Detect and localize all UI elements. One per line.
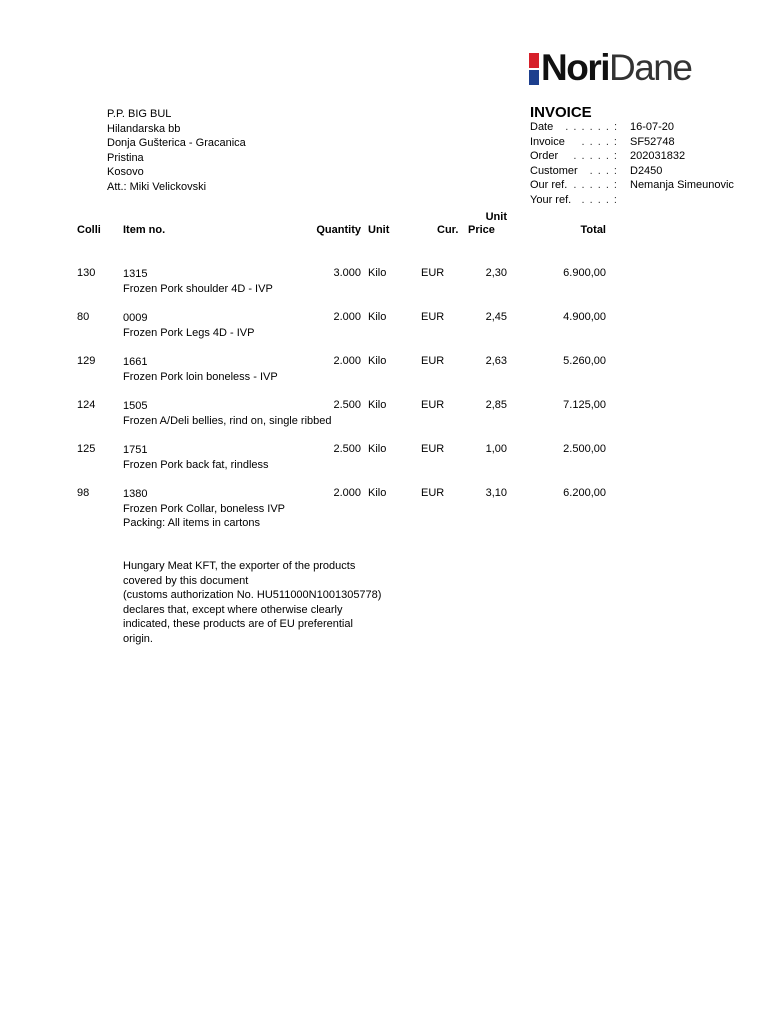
meta-label: Invoice	[530, 135, 565, 148]
cell-unit: Kilo	[368, 487, 387, 499]
cell-item-no: 1751	[123, 444, 148, 456]
cell-item-no: 1661	[123, 356, 148, 368]
declaration-line: indicated, these products are of EU preferential	[123, 618, 353, 631]
address-line: Kosovo	[107, 166, 144, 179]
meta-value-customer: D2450	[630, 164, 663, 177]
header-unit-price-top: Unit	[485, 211, 507, 223]
logo-text: NoriDane	[541, 47, 692, 88]
header-unit: Unit	[368, 224, 390, 236]
meta-value-order: 202031832	[630, 150, 686, 163]
cell-currency: EUR	[421, 267, 445, 279]
header-colli: Colli	[77, 224, 101, 236]
declaration-line: Hungary Meat KFT, the exporter of the products	[123, 560, 356, 572]
address-line: Att.: Miki Velickovski	[107, 180, 207, 193]
cell-colli: 125	[77, 443, 96, 455]
cell-description: Frozen Pork Legs 4D - IVP	[123, 327, 255, 339]
cell-colli: 124	[77, 399, 96, 411]
cell-currency: EUR	[421, 443, 445, 455]
cell-total: 4.900,00	[563, 311, 606, 323]
recipient-address	[107, 107, 246, 195]
cell-unit-price: 1,00	[485, 443, 507, 455]
cell-quantity: 2.000	[333, 487, 361, 499]
meta-value-invoice: SF52748	[630, 135, 675, 148]
cell-item-no: 1315	[123, 268, 148, 280]
cell-item-no: 1505	[123, 400, 148, 412]
cell-unit: Kilo	[368, 355, 387, 367]
cell-unit-price: 3,10	[485, 487, 507, 499]
header-currency: Cur.	[437, 224, 459, 236]
cell-unit: Kilo	[368, 267, 387, 279]
cell-description: Frozen Pork shoulder 4D - IVP	[123, 283, 273, 295]
cell-unit: Kilo	[368, 311, 387, 323]
cell-description: Frozen Pork Collar, boneless IVP	[123, 503, 286, 515]
address-line: Pristina	[107, 151, 144, 164]
address-line: P.P. BIG BUL	[107, 108, 172, 120]
cell-unit-price: 2,30	[485, 267, 507, 279]
cell-colli: 98	[77, 487, 90, 499]
cell-unit: Kilo	[368, 443, 387, 455]
origin-declaration	[123, 559, 381, 647]
cell-packing-note: Packing: All items in cartons	[123, 517, 260, 529]
declaration-line: origin.	[123, 632, 153, 645]
cell-unit-price: 2,63	[485, 355, 507, 367]
cell-currency: EUR	[421, 311, 445, 323]
declaration-line: covered by this document	[123, 574, 249, 587]
cell-total: 6.900,00	[563, 267, 606, 279]
cell-unit-price: 2,85	[485, 399, 507, 411]
cell-item-no: 0009	[123, 312, 148, 324]
meta-value-our-ref: Nemanja Simeunovic	[630, 179, 734, 192]
cell-description: Frozen Pork back fat, rindless	[123, 459, 269, 471]
cell-currency: EUR	[421, 399, 445, 411]
meta-label: Your ref.	[530, 193, 572, 206]
header-unit-price-bottom: Price	[468, 224, 495, 236]
cell-currency: EUR	[421, 355, 445, 367]
logo-mark-icon	[529, 53, 539, 85]
cell-total: 7.125,00	[563, 399, 606, 411]
cell-total: 2.500,00	[563, 443, 606, 455]
cell-description: Frozen Pork loin boneless - IVP	[123, 371, 278, 383]
meta-label: Order	[530, 150, 559, 163]
meta-label: Customer	[530, 164, 578, 177]
cell-quantity: 2.000	[333, 311, 361, 323]
header-total: Total	[580, 224, 606, 236]
cell-total: 5.260,00	[563, 355, 606, 367]
cell-total: 6.200,00	[563, 487, 606, 499]
cell-colli: 129	[77, 355, 96, 367]
address-line: Hilandarska bb	[107, 122, 181, 135]
meta-label: Date	[530, 121, 554, 133]
cell-description: Frozen A/Deli bellies, rind on, single ribbed	[123, 415, 332, 427]
meta-value-date: 16-07-20	[630, 121, 675, 133]
cell-quantity: 2.000	[333, 355, 361, 367]
cell-colli: 130	[77, 267, 96, 279]
header-quantity: Quantity	[316, 224, 361, 236]
cell-unit: Kilo	[368, 399, 387, 411]
cell-colli: 80	[77, 311, 90, 323]
cell-quantity: 2.500	[333, 443, 361, 455]
meta-label: Our ref.	[530, 179, 568, 192]
cell-quantity: 3.000	[333, 267, 361, 279]
cell-quantity: 2.500	[333, 399, 361, 411]
cell-currency: EUR	[421, 487, 445, 499]
address-line: Donja Gušterica - Gracanica	[107, 137, 246, 150]
invoice-title: INVOICE	[530, 104, 592, 121]
header-item-no: Item no.	[123, 224, 166, 236]
declaration-line: (customs authorization No. HU511000N1001305778)	[123, 589, 382, 602]
cell-item-no: 1380	[123, 488, 148, 500]
cell-unit-price: 2,45	[485, 311, 507, 323]
declaration-line: declares that, except where otherwise clearly	[123, 603, 343, 616]
